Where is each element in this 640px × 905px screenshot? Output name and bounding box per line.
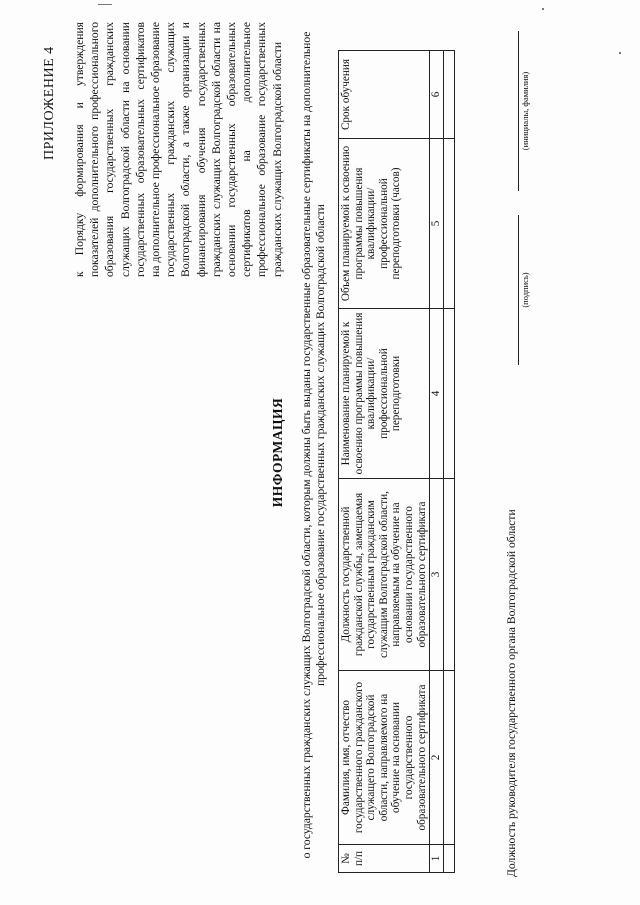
header-cell-number: № п/п [339, 845, 430, 873]
table-cell [443, 139, 454, 309]
table-cell [443, 309, 454, 479]
table-header-row [339, 51, 430, 873]
scan-speck [619, 52, 621, 54]
column-number: 1 [430, 845, 444, 873]
scan-speck [98, 4, 112, 5]
signature-caption: (подпись) [520, 272, 530, 308]
header-cell-hours: Объем планируемой к освоению программы повышения квалификации/ профессиональной переподготовки (часов) [339, 139, 430, 309]
name-line [518, 31, 519, 191]
scan-speck [542, 8, 544, 10]
header-cell-fullname: Фамилия, имя, отчество государственного гражданского служащего Волгоградской области, направляемого на обучение на основании государственного образовательного сертификата [339, 671, 430, 845]
table-cell [443, 479, 454, 671]
column-number: 4 [430, 309, 444, 479]
table-cell [443, 671, 454, 845]
header-cell-program: Наименование планируемой к освоению программы повышения квалификации/ профессиональной переподготовки [339, 309, 430, 479]
appendix-note: к Порядку формирования и утверждения показателей дополнительного профессионального образования государственных гражданских служащих Волгоградской области на основании государственных образовательных сертификатов на дополнительное профессиональное образование государственных гражданских служащих Волгоградской области, а также организации и финансирования обучения государственных гражданских служащих Волгоградской области на основании государственных образовательных сертификатов на дополнительное профессиональное образование государственных гражданских служащих Волгоградской области [73, 22, 284, 277]
header-cell-position: Должность государственной гражданской службы, замещаемая государственным гражданским служащим Волгоградской области, направляемым на обучение на основании государственного образовательного сертификата [339, 479, 430, 671]
info-table [338, 50, 455, 873]
document-title: ИНФОРМАЦИЯ [270, 397, 285, 508]
signature-line [518, 215, 519, 365]
table-cell [443, 845, 454, 873]
head-position-label: Должность руководителя государственного органа Волгоградской области [505, 509, 518, 877]
table-row [443, 51, 454, 873]
column-number: 2 [430, 671, 444, 845]
table-cell [443, 51, 454, 139]
appendix-title: ПРИЛОЖЕНИЕ 4 [42, 46, 57, 160]
name-caption: (инициалы, фамилия) [520, 71, 530, 151]
column-number: 3 [430, 479, 444, 671]
column-number: 5 [430, 139, 444, 309]
table-number-row [430, 51, 444, 873]
header-cell-term: Срок обучения [339, 51, 430, 139]
document-subtitle: о государственных гражданских служащих Волгоградской области, которым должны быть выданы государственные образовательные сертификаты на дополнительное профессиональное образование государственных гражданских служащих Волгоградской области [300, 31, 327, 859]
column-number: 6 [430, 51, 444, 139]
